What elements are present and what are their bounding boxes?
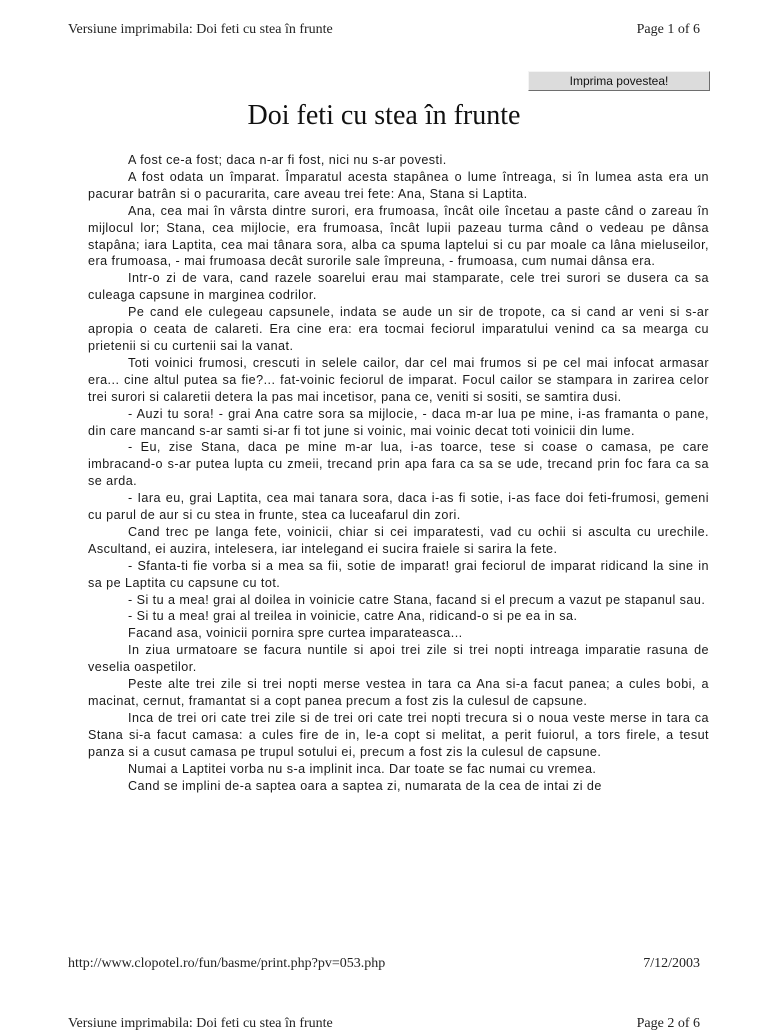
story-paragraph: Inca de trei ori cate trei zile si de trei ori cate trei nopti trecura si o noua veste merse in tara ca Stana si-a facut camasa: a cules fire de in, le-a copt si melitat, a perit fuiorul, a tors firele, a tesut panza si a cusut camasa pe trupul sotului ei, precum a fost zis la culesul de capsune.: [88, 710, 709, 759]
footer-url: http://www.clopotel.ro/fun/basme/print.php?pv=053.php: [68, 956, 386, 971]
story-paragraph: - Auzi tu sora! - grai Ana catre sora sa mijlocie, - daca m-ar lua pe mine, i-as framanta o pane, din care mancand s-ar samti si-ar fi tot june si voinic, mai voinic decat toti voinicii din lume.: [88, 406, 709, 438]
next-header-page-number: Page 2 of 6: [636, 1016, 700, 1031]
story-title: Doi feti cu stea în frunte: [247, 100, 521, 131]
print-story-button[interactable]: Imprima povestea!: [528, 71, 710, 91]
story-paragraph: Peste alte trei zile si trei nopti merse vestea in tara ca Ana si-a facut panea; a cules bobi, a macinat, cernut, framantat si a copt panea precum a fost zis la culesul de capsune.: [88, 677, 709, 708]
story-paragraph: In ziua urmatoare se facura nuntile si apoi trei zile si trei nopti intreaga imparatie rasuna de veselia oaspetilor.: [88, 643, 709, 675]
story-paragraph: - Si tu a mea! grai al doilea in voinicie catre Stana, facand si el precum a vazut pe stapanul sau.: [128, 592, 706, 607]
next-page-header: [68, 1016, 700, 1032]
page-footer: [68, 956, 700, 972]
header-page-number: Page 1 of 6: [636, 22, 700, 37]
page-header: [68, 22, 700, 38]
next-header-title: Versiune imprimabila: Doi feti cu stea în frunte: [68, 1016, 333, 1031]
story-paragraph: A fost odata un împarat. Împaratul acesta stapânea o lume întreaga, si în lumea asta era un pacurar batrân si o pacurarita, care aveau trei fete: Ana, Stana si Laptita.: [88, 169, 709, 201]
story-body: [88, 152, 709, 794]
story-paragraph: - Si tu a mea! grai al treilea in voinicie, catre Ana, ridicand-o si pe ea in sa.: [128, 609, 578, 624]
story-paragraph: - Sfanta-ti fie vorba si a mea sa fii, sotie de imparat! grai feciorul de imparat ridicand la sine in sa pe Laptita cu capsune cu tot.: [88, 558, 709, 590]
story-paragraph: Cand se implini de-a saptea oara a saptea zi, numarata de la cea de intai zi de: [128, 778, 602, 793]
story-paragraph: Pe cand ele culegeau capsunele, indata se aude un sir de tropote, ca si cand ar veni si s-ar apropia o ceata de calareti. Era cine era: era tocmai feciorul imparatului venind ca sa mearga cu prietenii si cu curtenii sai la vanat.: [88, 305, 709, 353]
story-paragraph: - Iara eu, grai Laptita, cea mai tanara sora, daca i-as fi sotie, i-as face doi feti-frumosi, gemeni cu parul de aur si cu stea in frunte, stea ca luceafarul din zori.: [88, 491, 709, 523]
story-paragraph: A fost ce-a fost; daca n-ar fi fost, nici nu s-ar povesti.: [128, 153, 447, 167]
story-paragraph: - Eu, zise Stana, daca pe mine m-ar lua, i-as toarce, tese si coase o camasa, pe care imbracand-o s-ar putea lupta cu zmeii, trecand prin apa fara ca sa se ude, trecand prin foc fara ca sa se arda.: [88, 440, 709, 489]
story-paragraph: Intr-o zi de vara, cand razele soarelui erau mai stamparate, cele trei surori se dusera ca sa culeaga capsune in marginea codrilor.: [88, 271, 709, 303]
story-paragraph: Numai a Laptitei vorba nu s-a implinit inca. Dar toate se fac numai cu vremea.: [128, 761, 597, 776]
story-paragraph: Cand trec pe langa fete, voinicii, chiar si cei imparatesti, vad cu ochii si asculta cu urechile. Ascultand, ei auzira, intelesera, iar intelegand ei sucira fraiele si sarira la fete.: [88, 524, 709, 556]
footer-date: 7/12/2003: [643, 956, 700, 971]
story-paragraph: Facand asa, voinicii pornira spre curtea imparateasca...: [128, 626, 463, 641]
story-paragraph: Ana, cea mai în vârsta dintre surori, era frumoasa, încât oile încetau a paste când o zareau în mijlocul lor; Stana, cea mijlocie, era frumoasa, încât lupii pazeau turma când o vedeau pe dânsa stapâna; iara Laptita, cea mai tânara sora, alba ca spuma laptelui si cu par moale ca lâna mieluseilor, era frumoasa, - mai frumoasa decât surorile sale împreuna, - frumoasa, cum numai dânsa era.: [88, 203, 709, 269]
story-paragraph: Toti voinici frumosi, crescuti in selele cailor, dar cel mai frumos si pe cel mai infocat armasar era... cine altul putea sa fie?... fat-voinic feciorul de imparat. Focul cailor se stampara in zarirea celor trei surori si calaretii detera la pas mai incetisor, pana ce, veniti si sositi, se samtira dusi.: [88, 355, 709, 404]
header-title: Versiune imprimabila: Doi feti cu stea în frunte: [68, 22, 333, 37]
